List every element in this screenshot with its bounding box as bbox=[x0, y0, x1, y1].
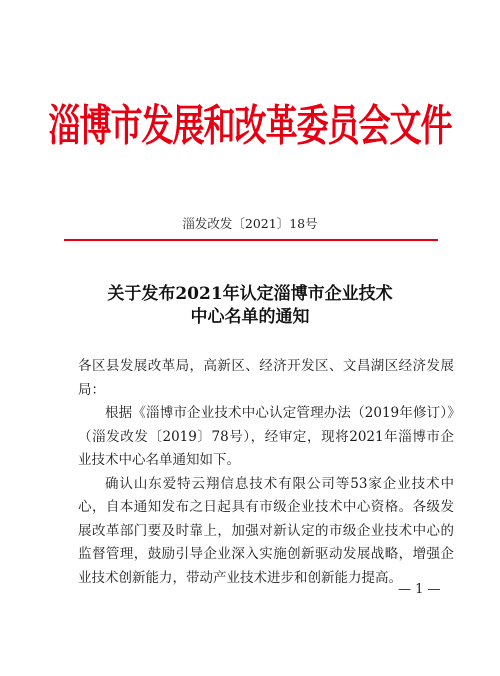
page-number: — 1 — bbox=[398, 582, 441, 597]
salutation: 各区县发展改革局，高新区、经济开发区、文昌湖区经济发展局： bbox=[78, 358, 454, 398]
body-paragraph-2: 确认山东爱特云翔信息技术有限公司等53家企业技术中心，自本通知发布之日起具有市级企业技术中心资格。各级发展改革部门要及时靠上，加强对新认定的市级企业技术中心的监督管理，鼓励引导企业深入实施创新驱动发展战略，增强企业技术创新能力，带动产业技术进步和创新能力提高。 bbox=[78, 475, 454, 586]
document-number: 淄发改发〔2021〕18号 bbox=[182, 216, 318, 231]
notice-title-line-2: 中心名单的通知 bbox=[190, 307, 310, 327]
notice-body bbox=[78, 355, 454, 590]
red-divider-line bbox=[64, 239, 438, 241]
body-paragraph-1: 根据《淄博市企业技术中心认定管理办法（2019年修订）》（淄发改发〔2019〕78号），经审定，现将2021年淄博市企业技术中心名单通知如下。 bbox=[78, 405, 454, 468]
document-header-title: 淄博市发展和改革委员会文件 bbox=[48, 100, 452, 152]
notice-title-line-1: 关于发布2021年认定淄博市企业技术 bbox=[107, 284, 393, 304]
notice-title bbox=[0, 283, 500, 329]
